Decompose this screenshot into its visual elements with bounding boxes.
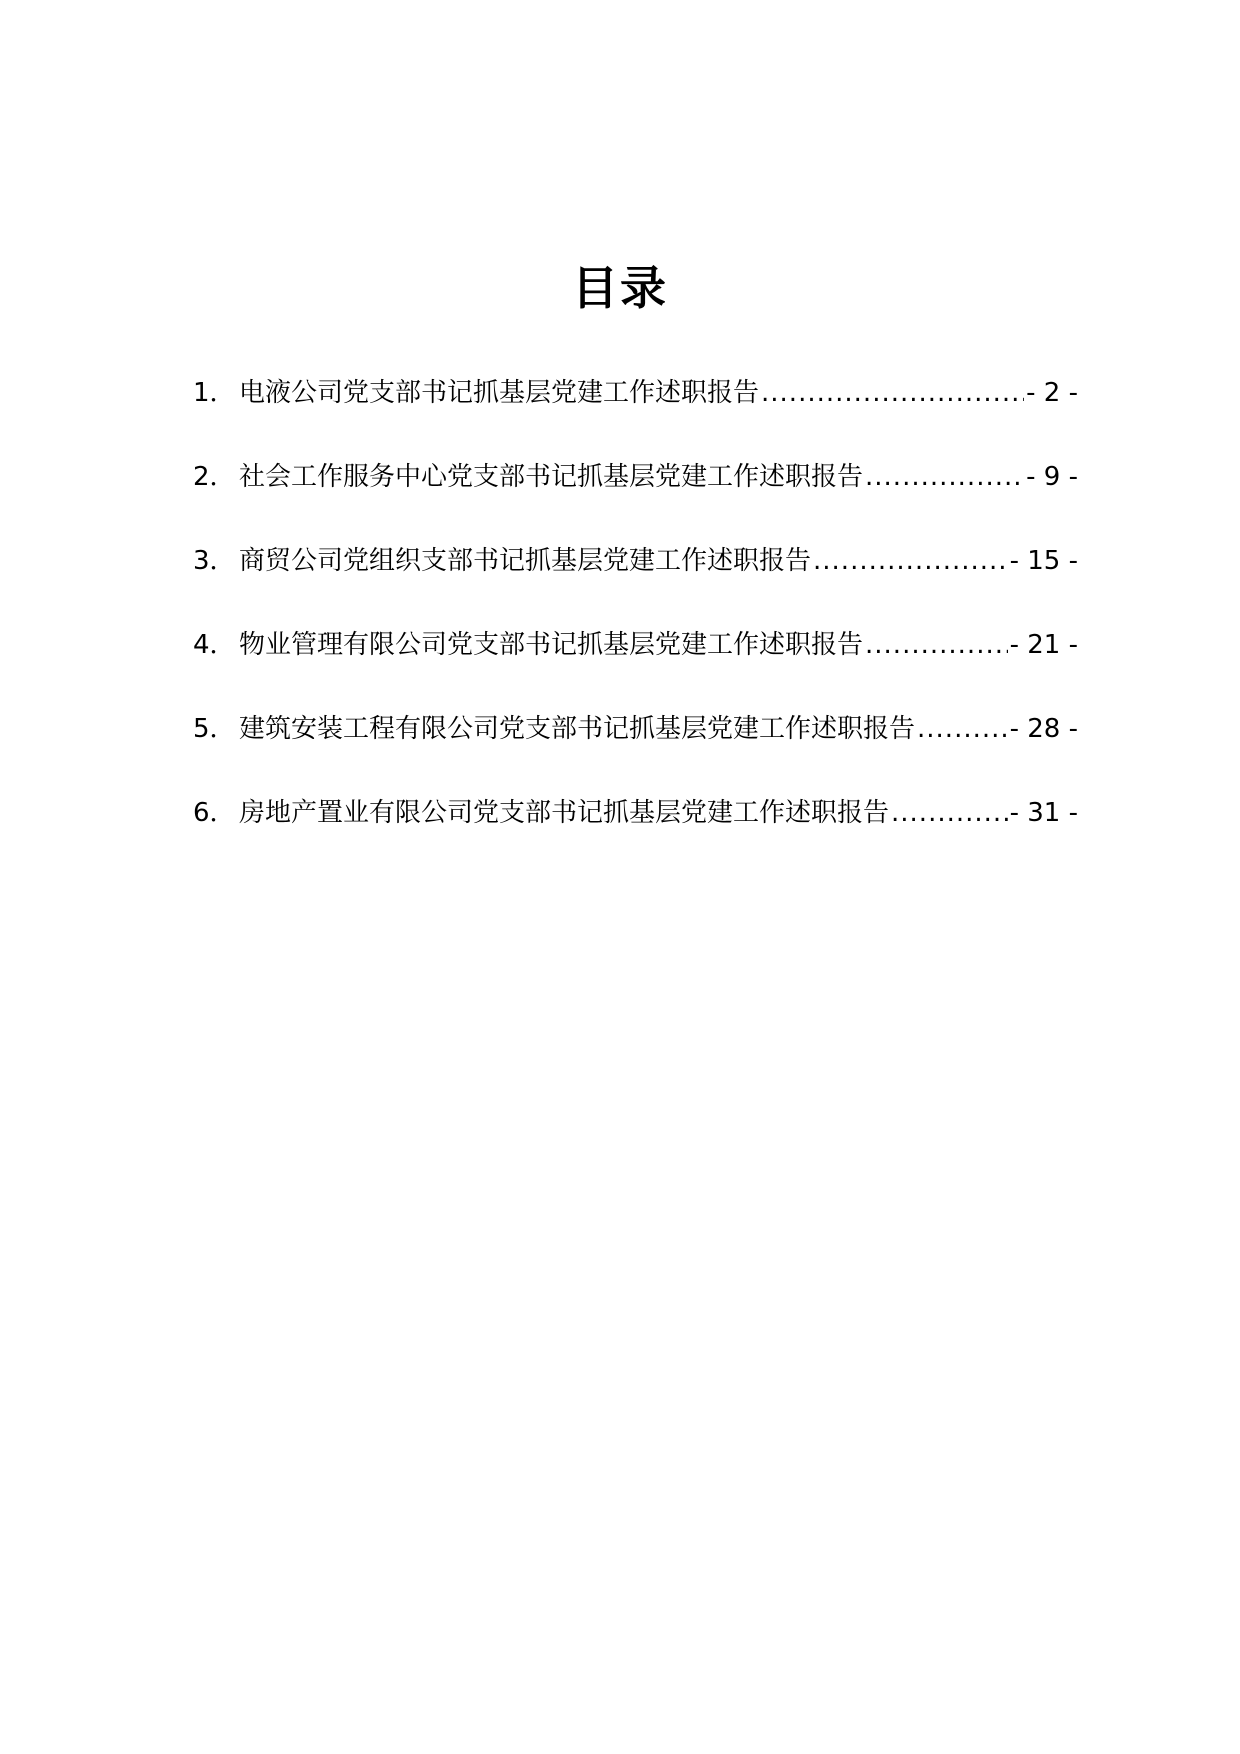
toc-dot-leader — [865, 457, 1024, 497]
toc-entry-number: 5． — [193, 714, 236, 744]
toc-entry-number: 2． — [193, 462, 236, 492]
toc-entry-title[interactable]: 建筑安装工程有限公司党支部书记抓基层党建工作述职报告 — [239, 714, 916, 744]
toc-dot-leader — [813, 541, 1008, 581]
toc-entry-number: 1． — [193, 378, 236, 408]
toc-entry-page[interactable]: - 15 - — [1009, 546, 1078, 576]
toc-entry-page[interactable]: - 21 - — [1009, 630, 1078, 660]
toc-dot-leader — [865, 625, 1008, 665]
toc-dot-leader — [917, 709, 1008, 749]
toc-entry[interactable] — [193, 709, 1078, 793]
toc-title: 目录 — [572, 261, 668, 315]
toc-entry-title[interactable]: 电液公司党支部书记抓基层党建工作述职报告 — [239, 378, 760, 408]
toc-entry-title[interactable]: 房地产置业有限公司党支部书记抓基层党建工作述职报告 — [239, 798, 890, 828]
toc-entry-page[interactable]: - 28 - — [1009, 714, 1078, 744]
toc-entry-number: 3． — [193, 546, 236, 576]
toc-entry-title[interactable]: 物业管理有限公司党支部书记抓基层党建工作述职报告 — [239, 630, 864, 660]
toc-entry-number: 6． — [193, 798, 236, 828]
toc-entry[interactable] — [193, 625, 1078, 709]
toc-entry-page[interactable]: - 2 - — [1026, 378, 1078, 408]
toc-entry-number: 4． — [193, 630, 236, 660]
toc-entry-title[interactable]: 商贸公司党组织支部书记抓基层党建工作述职报告 — [239, 546, 812, 576]
toc-entry[interactable] — [193, 373, 1078, 457]
toc-entry-page[interactable]: - 9 - — [1026, 462, 1078, 492]
table-of-contents — [193, 373, 1078, 877]
toc-entry[interactable] — [193, 457, 1078, 541]
toc-dot-leader — [891, 793, 1008, 833]
toc-entry-page[interactable]: - 31 - — [1009, 798, 1078, 828]
toc-entry[interactable] — [193, 541, 1078, 625]
toc-dot-leader — [761, 373, 1024, 413]
toc-entry-title[interactable]: 社会工作服务中心党支部书记抓基层党建工作述职报告 — [239, 462, 864, 492]
toc-entry[interactable] — [193, 793, 1078, 877]
